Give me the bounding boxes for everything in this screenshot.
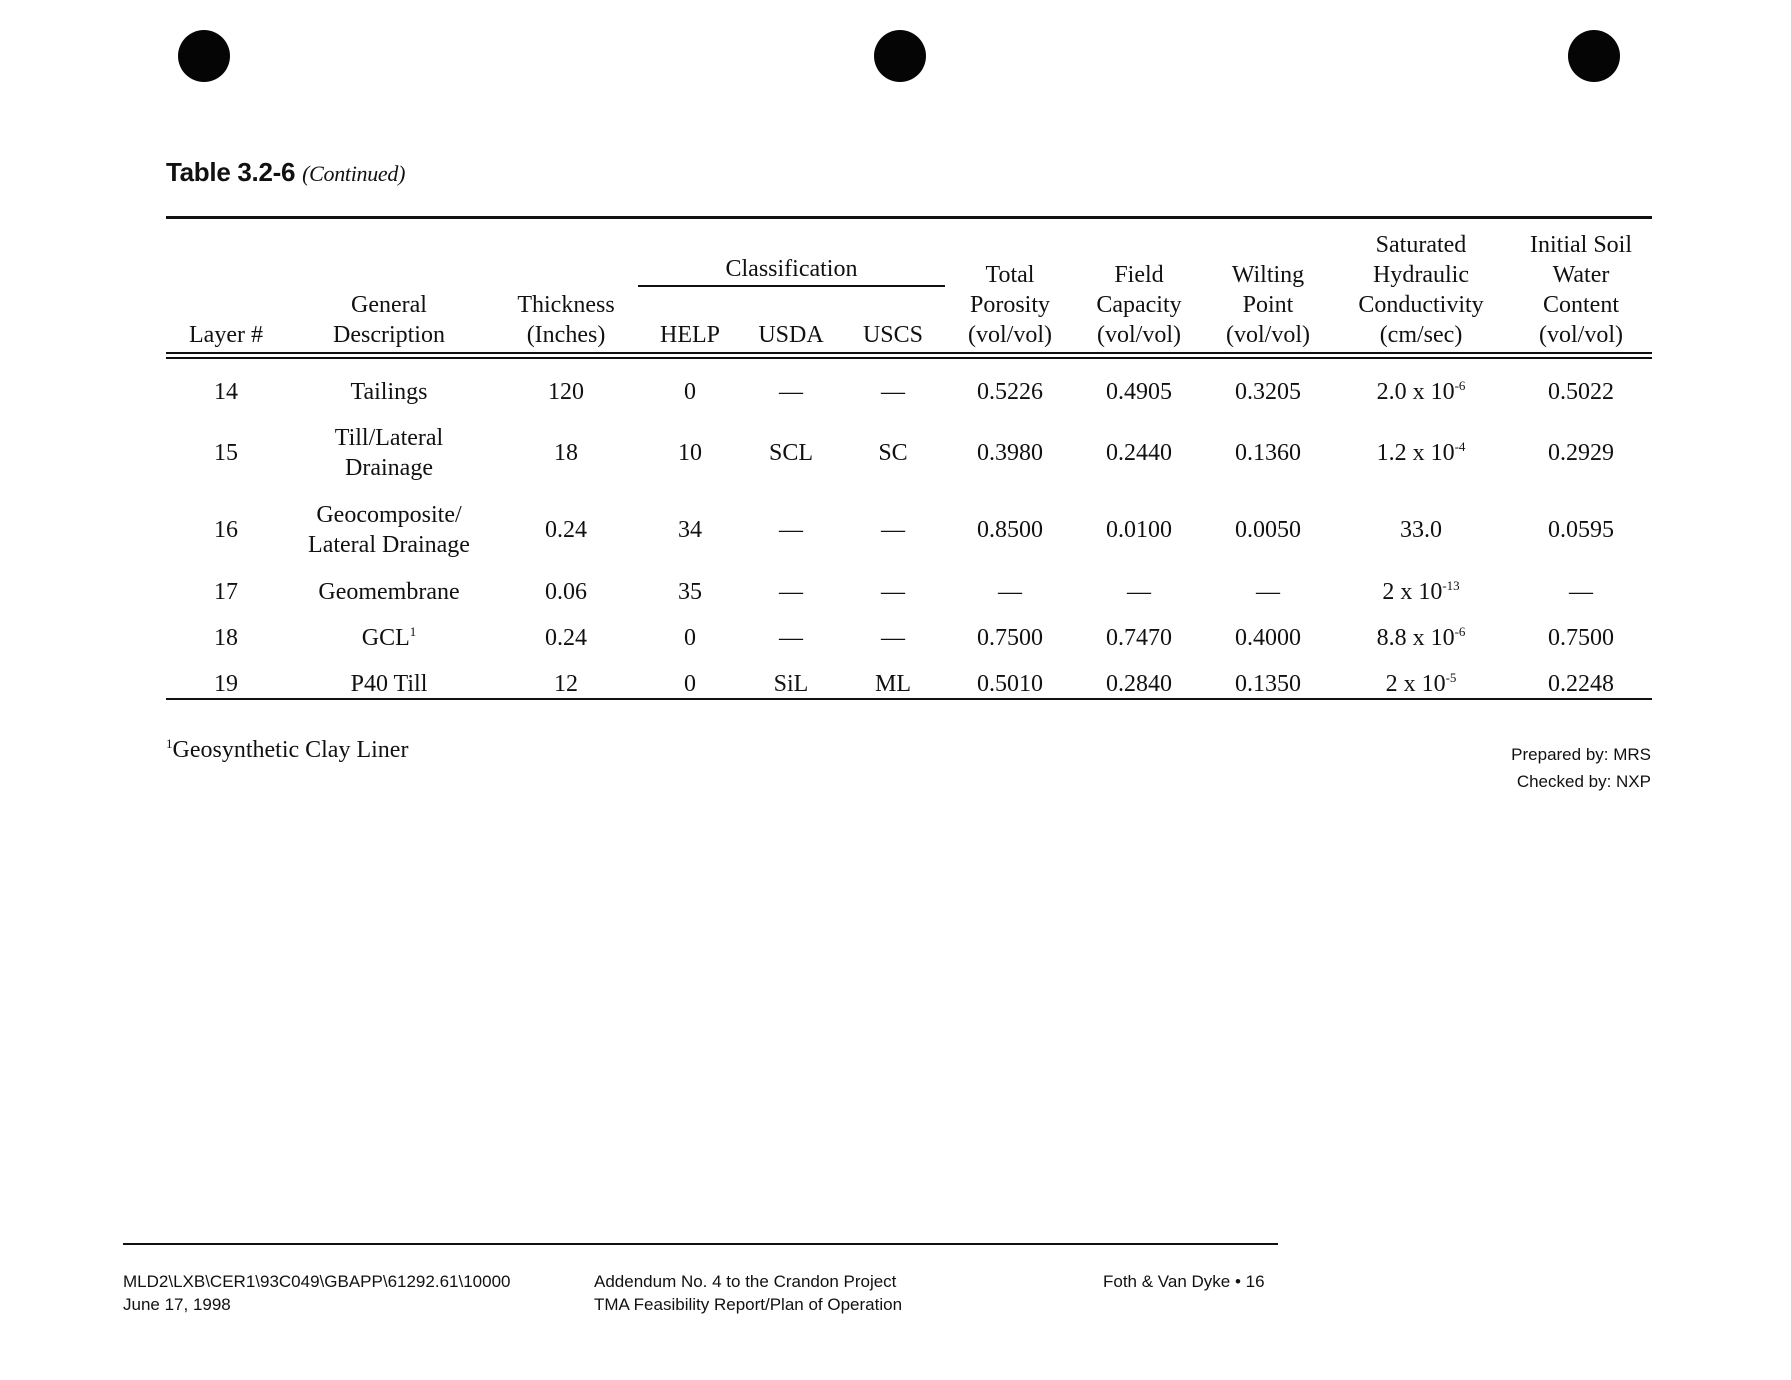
conductivity-exponent: -13: [1442, 578, 1460, 593]
table-top-rule: [166, 216, 1652, 219]
cell-uscs: SC: [878, 440, 908, 466]
column-header-line: HELP: [660, 322, 720, 348]
cell-wilting: 0.1360: [1235, 440, 1301, 466]
cell-help: 0: [684, 625, 696, 651]
column-header-thickness: [501, 290, 631, 350]
conductivity-base: 33.0: [1400, 517, 1442, 543]
cell-porosity: 0.5226: [977, 379, 1043, 405]
description-line: Geocomposite/: [316, 502, 462, 528]
cell-hydraulic: [1336, 669, 1506, 699]
description-line: Tailings: [350, 379, 428, 405]
cell-uscs: —: [881, 579, 905, 605]
conductivity-exponent: -6: [1454, 378, 1466, 393]
cell-wilting: 0.0050: [1235, 517, 1301, 543]
column-header-line: (vol/vol): [1097, 322, 1181, 348]
conductivity-base: 2 x 10: [1382, 579, 1443, 605]
column-header-line: (cm/sec): [1379, 322, 1463, 348]
table-title: [166, 157, 405, 188]
cell-layer: 17: [214, 579, 238, 605]
prepared-by: Prepared by: MRS: [1511, 745, 1651, 764]
description-line: Drainage: [345, 455, 433, 481]
cell-thickness: 0.24: [545, 625, 587, 651]
cell-help: 0: [684, 671, 696, 697]
footer-doc-line1: Addendum No. 4 to the Crandon Project: [594, 1272, 897, 1291]
cell-help: 34: [678, 517, 702, 543]
cell-porosity: 0.5010: [977, 671, 1043, 697]
cell-initial: —: [1569, 579, 1593, 605]
column-header-line: Layer #: [189, 322, 263, 348]
description-line: GCL$^1$: [361, 624, 417, 651]
cell-hydraulic: [1336, 438, 1506, 468]
cell-porosity: —: [998, 579, 1022, 605]
footer-left: [123, 1270, 510, 1316]
footnote-text: Geosynthetic Clay Liner: [172, 737, 409, 763]
cell-thickness: 120: [548, 379, 584, 405]
column-header-line: General: [351, 292, 427, 318]
cell-usda: —: [779, 579, 803, 605]
classification-rule: [638, 285, 945, 287]
column-header-line: (Inches): [526, 322, 606, 348]
description-line: Lateral Drainage: [308, 532, 470, 558]
cell-uscs: —: [881, 517, 905, 543]
header-rule-2: [166, 357, 1652, 359]
cell-field: 0.7470: [1106, 625, 1172, 651]
cell-help: 0: [684, 379, 696, 405]
preparer-block: [1511, 741, 1651, 795]
cell-wilting: 0.4000: [1235, 625, 1301, 651]
checked-by: Checked by: NXP: [1516, 772, 1651, 791]
binder-hole-right: [1568, 30, 1620, 82]
column-header-line: Total: [985, 262, 1035, 288]
column-header-line: Description: [333, 322, 445, 348]
cell-help: 35: [678, 579, 702, 605]
column-header-line: Content: [1543, 292, 1619, 318]
column-header-layer: [171, 320, 281, 350]
column-header-line: Porosity: [969, 292, 1050, 318]
footnote-ref: 1: [409, 624, 417, 639]
cell-initial: 0.7500: [1548, 625, 1614, 651]
column-header-initial: [1506, 230, 1656, 350]
binder-hole-left: [178, 30, 230, 82]
column-header-help: [650, 320, 730, 350]
cell-initial: 0.2929: [1548, 440, 1614, 466]
cell-wilting: —: [1256, 579, 1280, 605]
cell-description: [279, 577, 499, 607]
cell-uscs: ML: [875, 671, 911, 697]
conductivity-base: 2 x 10: [1385, 671, 1446, 697]
footer-path: MLD2\LXB\CER1\93C049\GBAPP\61292.61\10000: [123, 1272, 511, 1291]
cell-layer: 18: [214, 625, 238, 651]
cell-usda: SiL: [773, 671, 809, 697]
description-line: P40 Till: [350, 671, 428, 697]
cell-usda: —: [779, 517, 803, 543]
cell-hydraulic: [1336, 577, 1506, 607]
cell-field: 0.0100: [1106, 517, 1172, 543]
binder-hole-center: [874, 30, 926, 82]
cell-usda: —: [779, 625, 803, 651]
cell-layer: 15: [214, 440, 238, 466]
header-rule-1: [166, 352, 1652, 354]
cell-wilting: 0.3205: [1235, 379, 1301, 405]
column-header-line: Initial Soil: [1530, 232, 1632, 258]
cell-field: 0.4905: [1106, 379, 1172, 405]
cell-usda: SCL: [768, 440, 813, 466]
column-header-hydraulic: [1336, 230, 1506, 350]
cell-field: 0.2440: [1106, 440, 1172, 466]
cell-wilting: 0.1350: [1235, 671, 1301, 697]
cell-field: 0.2840: [1106, 671, 1172, 697]
cell-layer: 14: [214, 379, 238, 405]
cell-description: [279, 423, 499, 483]
conductivity-base: 2.0 x 10: [1376, 379, 1455, 405]
cell-field: —: [1127, 579, 1151, 605]
cell-uscs: —: [881, 625, 905, 651]
cell-initial: 0.2248: [1548, 671, 1614, 697]
cell-initial: 0.0595: [1548, 517, 1614, 543]
cell-porosity: 0.8500: [977, 517, 1043, 543]
cell-uscs: —: [881, 379, 905, 405]
column-header-line: Hydraulic: [1373, 262, 1469, 288]
column-header-line: Saturated: [1375, 232, 1467, 258]
column-header-line: (vol/vol): [968, 322, 1052, 348]
column-header-line: USDA: [758, 322, 824, 348]
cell-description: [279, 500, 499, 560]
description-line: Till/Lateral: [334, 425, 444, 451]
conductivity-exponent: -4: [1454, 439, 1466, 454]
cell-hydraulic: [1336, 623, 1506, 653]
cell-help: 10: [678, 440, 702, 466]
conductivity-base: 1.2 x 10: [1376, 440, 1455, 466]
column-header-field: [1079, 260, 1199, 350]
column-header-line: USCS: [862, 322, 924, 348]
cell-porosity: 0.3980: [977, 440, 1043, 466]
column-header-usda: [746, 320, 836, 350]
column-header-line: Conductivity: [1358, 292, 1484, 318]
column-header-line: Thickness: [517, 292, 615, 318]
footnote: [166, 737, 408, 764]
cell-description: [279, 377, 499, 407]
cell-hydraulic: [1336, 377, 1506, 407]
conductivity-exponent: -6: [1454, 624, 1466, 639]
conductivity-base: 8.8 x 10: [1376, 625, 1455, 651]
column-header-line: Wilting: [1231, 262, 1305, 288]
cell-layer: 19: [214, 671, 238, 697]
description-line: Geomembrane: [318, 579, 460, 605]
column-header-line: Capacity: [1096, 292, 1182, 318]
classification-header: Classification: [725, 256, 858, 282]
column-header-line: Point: [1242, 292, 1294, 318]
column-header-line: (vol/vol): [1539, 322, 1623, 348]
footer-doc-line2: TMA Feasibility Report/Plan of Operation: [594, 1295, 903, 1314]
footer-date: June 17, 1998: [123, 1295, 231, 1314]
cell-layer: 16: [214, 517, 238, 543]
table-bottom-rule: [166, 698, 1652, 700]
footer-center: [594, 1270, 902, 1316]
table-title-text: Table 3.2-6: [166, 157, 296, 187]
footnote-marker: 1: [166, 736, 173, 751]
column-header-description: [279, 290, 499, 350]
table-title-suffix: (Continued): [302, 161, 406, 186]
cell-description: [279, 669, 499, 699]
column-header-line: (vol/vol): [1226, 322, 1310, 348]
cell-hydraulic: [1336, 515, 1506, 545]
cell-porosity: 0.7500: [977, 625, 1043, 651]
column-header-porosity: [950, 260, 1070, 350]
conductivity-exponent: -5: [1445, 670, 1457, 685]
column-header-wilting: [1208, 260, 1328, 350]
column-header-uscs: [848, 320, 938, 350]
cell-initial: 0.5022: [1548, 379, 1614, 405]
cell-thickness: 12: [554, 671, 578, 697]
cell-thickness: 18: [554, 440, 578, 466]
column-header-line: Water: [1552, 262, 1610, 288]
footer-rule: [123, 1243, 1278, 1245]
cell-description: [279, 623, 499, 653]
cell-thickness: 0.06: [545, 579, 587, 605]
cell-usda: —: [779, 379, 803, 405]
cell-thickness: 0.24: [545, 517, 587, 543]
column-header-line: Field: [1114, 262, 1164, 288]
footer-company: Foth & Van Dyke • 16: [1103, 1272, 1265, 1291]
